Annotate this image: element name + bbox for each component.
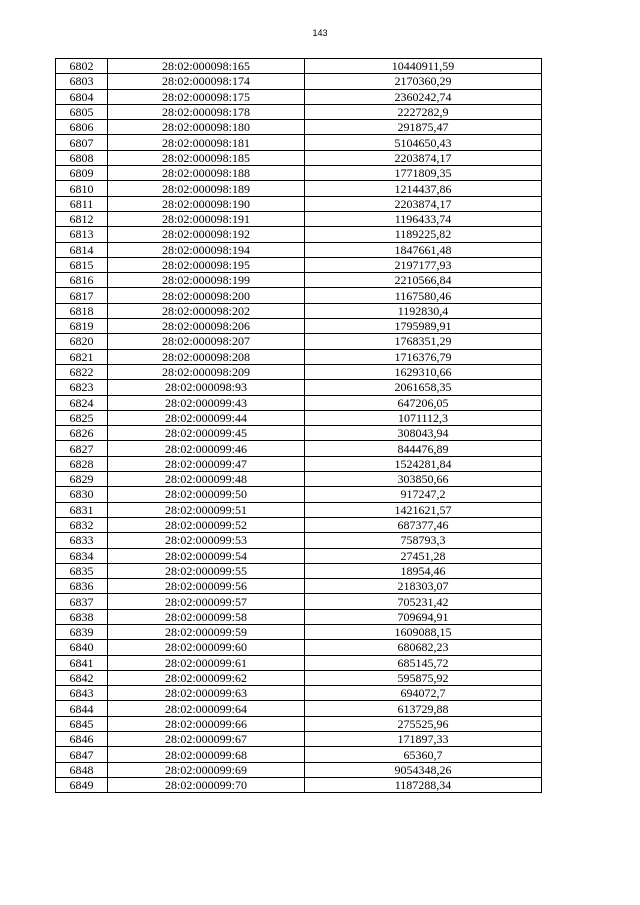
table-row [56,166,542,181]
row-number-cell: 6827 [56,441,108,456]
cadastral-number-cell: 28:02:000099:60 [108,640,305,655]
table-row [56,517,542,532]
cadastral-number-cell: 28:02:000099:67 [108,732,305,747]
cadastral-number-cell: 28:02:000099:68 [108,747,305,762]
cadastral-number-cell: 28:02:000098:174 [108,74,305,89]
row-number-cell: 6818 [56,303,108,318]
value-cell: 2203874,17 [305,196,542,211]
value-cell: 694072,7 [305,686,542,701]
table-row [56,410,542,425]
cadastral-number-cell: 28:02:000099:64 [108,701,305,716]
value-cell: 1196433,74 [305,211,542,226]
cadastral-number-cell: 28:02:000099:52 [108,517,305,532]
row-number-cell: 6832 [56,517,108,532]
table-row [56,59,542,74]
row-number-cell: 6820 [56,334,108,349]
table-row [56,670,542,685]
row-number-cell: 6837 [56,594,108,609]
value-cell: 1716376,79 [305,349,542,364]
value-cell: 647206,05 [305,395,542,410]
cadastral-number-cell: 28:02:000098:195 [108,257,305,272]
row-number-cell: 6806 [56,120,108,135]
cadastral-number-cell: 28:02:000099:70 [108,777,305,792]
value-cell: 308043,94 [305,426,542,441]
value-cell: 917247,2 [305,487,542,502]
table-row [56,74,542,89]
table-row [56,135,542,150]
value-cell: 680682,23 [305,640,542,655]
value-cell: 613729,88 [305,701,542,716]
table-row [56,242,542,257]
cadastral-number-cell: 28:02:000098:181 [108,135,305,150]
row-number-cell: 6803 [56,74,108,89]
value-cell: 1189225,82 [305,227,542,242]
value-cell: 2210566,84 [305,273,542,288]
cadastral-number-cell: 28:02:000099:47 [108,456,305,471]
table-row [56,716,542,731]
cadastral-number-cell: 28:02:000099:57 [108,594,305,609]
table-row [56,594,542,609]
row-number-cell: 6828 [56,456,108,471]
value-cell: 1771809,35 [305,166,542,181]
value-cell: 1421621,57 [305,502,542,517]
row-number-cell: 6830 [56,487,108,502]
table-row [56,487,542,502]
value-cell: 171897,33 [305,732,542,747]
cadastral-number-cell: 28:02:000098:191 [108,211,305,226]
cadastral-number-cell: 28:02:000098:165 [108,59,305,74]
cadastral-number-cell: 28:02:000099:59 [108,624,305,639]
value-cell: 709694,91 [305,609,542,624]
table-row [56,777,542,792]
table-row [56,364,542,379]
table-row [56,426,542,441]
table-row [56,395,542,410]
row-number-cell: 6831 [56,502,108,517]
value-cell: 1167580,46 [305,288,542,303]
table-row [56,273,542,288]
table-row [56,181,542,196]
table-row [56,89,542,104]
table-row [56,701,542,716]
cadastral-number-cell: 28:02:000098:185 [108,150,305,165]
table-row [56,196,542,211]
row-number-cell: 6848 [56,762,108,777]
cadastral-number-cell: 28:02:000098:200 [108,288,305,303]
value-cell: 218303,07 [305,579,542,594]
value-cell: 303850,66 [305,472,542,487]
cadastral-number-cell: 28:02:000099:63 [108,686,305,701]
row-number-cell: 6826 [56,426,108,441]
value-cell: 18954,46 [305,563,542,578]
cadastral-number-cell: 28:02:000098:178 [108,104,305,119]
value-cell: 275525,96 [305,716,542,731]
cadastral-number-cell: 28:02:000099:54 [108,548,305,563]
cadastral-number-cell: 28:02:000098:190 [108,196,305,211]
row-number-cell: 6834 [56,548,108,563]
table-row [56,211,542,226]
value-cell: 2360242,74 [305,89,542,104]
cadastral-number-cell: 28:02:000099:48 [108,472,305,487]
row-number-cell: 6849 [56,777,108,792]
cadastral-number-cell: 28:02:000099:58 [108,609,305,624]
value-cell: 2061658,35 [305,380,542,395]
row-number-cell: 6802 [56,59,108,74]
table-row [56,227,542,242]
value-cell: 758793,3 [305,533,542,548]
table-row [56,319,542,334]
table-row [56,624,542,639]
cadastral-number-cell: 28:02:000098:180 [108,120,305,135]
table-row [56,288,542,303]
row-number-cell: 6813 [56,227,108,242]
row-number-cell: 6812 [56,211,108,226]
row-number-cell: 6844 [56,701,108,716]
row-number-cell: 6817 [56,288,108,303]
cadastral-number-cell: 28:02:000098:199 [108,273,305,288]
row-number-cell: 6807 [56,135,108,150]
cadastral-number-cell: 28:02:000098:189 [108,181,305,196]
value-cell: 685145,72 [305,655,542,670]
cadastral-value-table [55,58,542,793]
row-number-cell: 6833 [56,533,108,548]
table-row [56,533,542,548]
row-number-cell: 6810 [56,181,108,196]
cadastral-number-cell: 28:02:000098:207 [108,334,305,349]
cadastral-number-cell: 28:02:000099:69 [108,762,305,777]
cadastral-number-cell: 28:02:000099:51 [108,502,305,517]
value-cell: 687377,46 [305,517,542,532]
table-row [56,104,542,119]
row-number-cell: 6816 [56,273,108,288]
table-row [56,257,542,272]
value-cell: 2170360,29 [305,74,542,89]
value-cell: 1629310,66 [305,364,542,379]
table-row [56,747,542,762]
value-cell: 5104650,43 [305,135,542,150]
row-number-cell: 6819 [56,319,108,334]
table-row [56,441,542,456]
table-row [56,563,542,578]
cadastral-number-cell: 28:02:000098:206 [108,319,305,334]
table-row [56,502,542,517]
row-number-cell: 6823 [56,380,108,395]
cadastral-number-cell: 28:02:000098:202 [108,303,305,318]
row-number-cell: 6839 [56,624,108,639]
table-row [56,732,542,747]
row-number-cell: 6841 [56,655,108,670]
cadastral-number-cell: 28:02:000099:55 [108,563,305,578]
row-number-cell: 6811 [56,196,108,211]
value-cell: 595875,92 [305,670,542,685]
value-cell: 291875,47 [305,120,542,135]
cadastral-number-cell: 28:02:000099:62 [108,670,305,685]
row-number-cell: 6804 [56,89,108,104]
table-row [56,609,542,624]
cadastral-number-cell: 28:02:000098:93 [108,380,305,395]
value-cell: 1795989,91 [305,319,542,334]
table-row [56,380,542,395]
row-number-cell: 6836 [56,579,108,594]
value-cell: 705231,42 [305,594,542,609]
table-row [56,655,542,670]
cadastral-number-cell: 28:02:000099:50 [108,487,305,502]
cadastral-number-cell: 28:02:000099:44 [108,410,305,425]
table-row [56,640,542,655]
cadastral-number-cell: 28:02:000099:61 [108,655,305,670]
cadastral-number-cell: 28:02:000098:208 [108,349,305,364]
value-cell: 65360,7 [305,747,542,762]
value-cell: 9054348,26 [305,762,542,777]
cadastral-number-cell: 28:02:000099:56 [108,579,305,594]
value-cell: 1187288,34 [305,777,542,792]
value-cell: 2227282,9 [305,104,542,119]
value-cell: 2197177,93 [305,257,542,272]
value-cell: 1214437,86 [305,181,542,196]
cadastral-number-cell: 28:02:000099:43 [108,395,305,410]
value-cell: 844476,89 [305,441,542,456]
row-number-cell: 6824 [56,395,108,410]
cadastral-number-cell: 28:02:000098:194 [108,242,305,257]
value-cell: 1609088,15 [305,624,542,639]
cadastral-number-cell: 28:02:000098:188 [108,166,305,181]
cadastral-number-cell: 28:02:000099:53 [108,533,305,548]
row-number-cell: 6835 [56,563,108,578]
value-cell: 1071112,3 [305,410,542,425]
value-cell: 1768351,29 [305,334,542,349]
table-row [56,686,542,701]
row-number-cell: 6808 [56,150,108,165]
value-cell: 2203874,17 [305,150,542,165]
cadastral-number-cell: 28:02:000099:46 [108,441,305,456]
row-number-cell: 6809 [56,166,108,181]
value-cell: 1524281,84 [305,456,542,471]
page-number: 143 [312,28,328,38]
table-row [56,334,542,349]
value-cell: 10440911,59 [305,59,542,74]
cadastral-number-cell: 28:02:000099:45 [108,426,305,441]
row-number-cell: 6847 [56,747,108,762]
table-row [56,456,542,471]
table-row [56,548,542,563]
row-number-cell: 6846 [56,732,108,747]
row-number-cell: 6821 [56,349,108,364]
cadastral-number-cell: 28:02:000099:66 [108,716,305,731]
row-number-cell: 6838 [56,609,108,624]
row-number-cell: 6845 [56,716,108,731]
cadastral-number-cell: 28:02:000098:192 [108,227,305,242]
value-cell: 27451,28 [305,548,542,563]
cadastral-number-cell: 28:02:000098:175 [108,89,305,104]
table-row [56,303,542,318]
row-number-cell: 6842 [56,670,108,685]
row-number-cell: 6840 [56,640,108,655]
cadastral-number-cell: 28:02:000098:209 [108,364,305,379]
table-row [56,762,542,777]
table-row [56,349,542,364]
row-number-cell: 6843 [56,686,108,701]
value-cell: 1847661,48 [305,242,542,257]
table-row [56,150,542,165]
table-body [56,59,542,793]
row-number-cell: 6805 [56,104,108,119]
value-cell: 1192830,4 [305,303,542,318]
row-number-cell: 6815 [56,257,108,272]
row-number-cell: 6829 [56,472,108,487]
row-number-cell: 6825 [56,410,108,425]
table-row [56,579,542,594]
row-number-cell: 6814 [56,242,108,257]
table-row [56,120,542,135]
table-row [56,472,542,487]
row-number-cell: 6822 [56,364,108,379]
